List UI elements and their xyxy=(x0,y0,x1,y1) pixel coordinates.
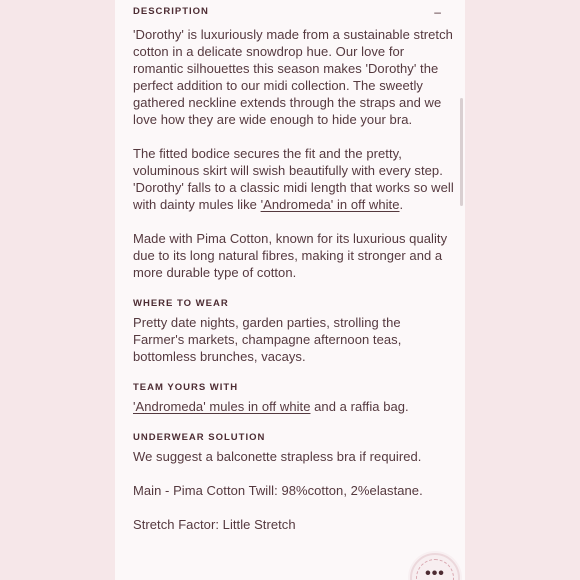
description-heading: DESCRIPTION xyxy=(133,6,209,17)
scrollbar-thumb[interactable] xyxy=(460,98,463,206)
description-paragraph-2 xyxy=(133,145,455,213)
stretch-factor: Stretch Factor: Little Stretch xyxy=(133,517,296,532)
description-content xyxy=(133,0,455,550)
description-accordion-header[interactable] xyxy=(133,2,455,26)
where-to-wear-title: WHERE TO WEAR xyxy=(133,298,229,309)
team-yours-with-text xyxy=(133,398,455,415)
description-paragraph-3: Made with Pima Cotton, known for its luxurious quality due to its long natural fibres, making it stronger and a more durable type of cotton. xyxy=(133,231,448,280)
team-yours-with-rest: and a raffia bag. xyxy=(310,399,409,414)
chat-dots: ••• xyxy=(425,565,445,580)
underwear-solution-text: We suggest a balconette strapless bra if required. xyxy=(133,449,422,464)
product-description-panel xyxy=(115,0,465,580)
description-paragraph-1: 'Dorothy' is luxuriously made from a sustainable stretch cotton in a delicate snowdrop hue. Our love for romantic silhouettes this season makes 'Dorothy' the perfect addition to our midi collection. The sweetly gathered neckline extends through the straps and we love how they are wide enough to hide your bra. xyxy=(133,27,453,127)
fabric-composition: Main - Pima Cotton Twill: 98%cotton, 2%elastane. xyxy=(133,483,423,498)
andromeda-mules-link[interactable]: 'Andromeda' mules in off white xyxy=(133,399,311,414)
andromeda-off-white-link[interactable]: 'Andromeda' in off white xyxy=(260,197,400,212)
where-to-wear-text: Pretty date nights, garden parties, strolling the Farmer's markets, champagne afternoon teas, bottomless brunches, vacays. xyxy=(133,315,402,364)
team-yours-with-title: TEAM YOURS WITH xyxy=(133,382,239,393)
collapse-icon[interactable]: – xyxy=(434,5,441,19)
description-paragraph-2-text: The fitted bodice secures the fit and the pretty, voluminous skirt will swish beautifully with every step. 'Dorothy' falls to a classic midi length that works so well with dainty mules like xyxy=(133,146,454,212)
description-paragraph-2-end: . xyxy=(399,197,404,212)
underwear-solution-title: UNDERWEAR SOLUTION xyxy=(133,432,266,443)
